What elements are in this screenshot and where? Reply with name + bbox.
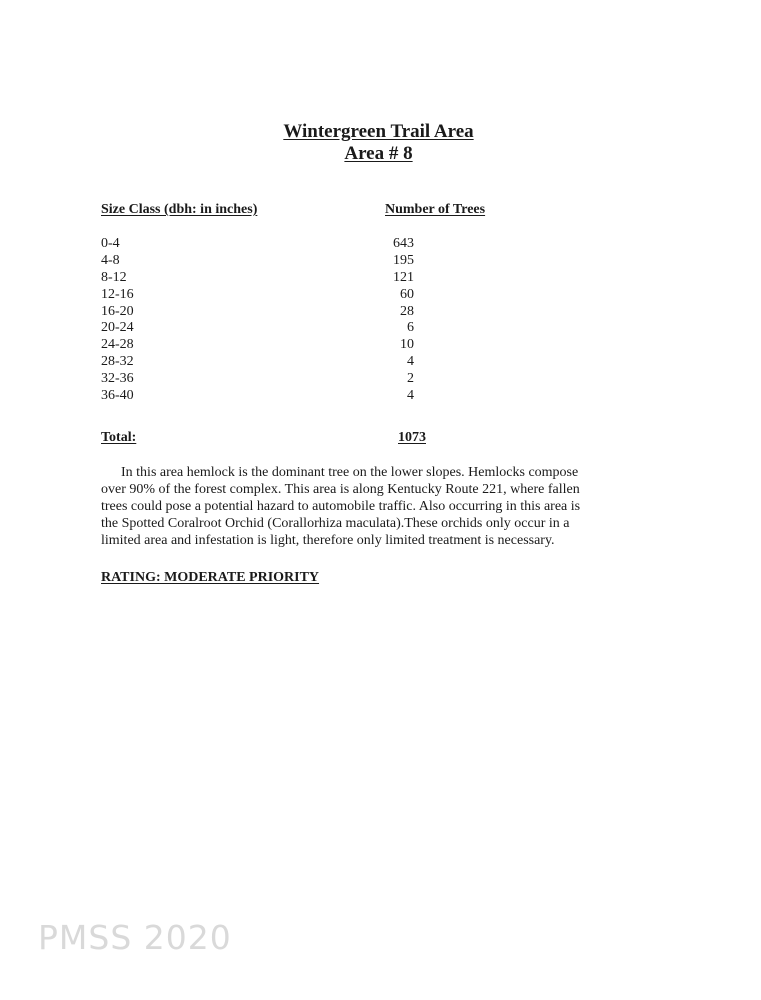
tree-count-cell: 121 [393,269,414,285]
size-class-header: Size Class (dbh: in inches) [101,202,258,217]
page-subtitle: Area # 8 [344,143,413,164]
table-row [0,270,761,287]
paragraph-line: the Spotted Coralroot Orchid (Corallorhiza maculata).These orchids only occur in a [101,516,570,531]
table-row [0,354,761,371]
size-class-cell: 8-12 [101,269,127,285]
paragraph-line: limited area and infestation is light, therefore only limited treatment is necessary. [101,533,555,548]
tree-count-table [0,236,761,405]
total-value: 1073 [398,430,426,445]
total-label: Total: [101,430,137,445]
tree-count-cell: 195 [393,252,414,268]
number-of-trees-header: Number of Trees [385,202,486,217]
paragraph-line: In this area hemlock is the dominant tree on the lower slopes. Hemlocks compose [121,465,579,480]
rating-label: RATING: MODERATE PRIORITY [101,570,320,585]
size-class-cell: 28-32 [101,354,134,370]
tree-count-cell: 6 [407,320,414,336]
table-row [0,371,761,388]
table-row [0,287,761,304]
size-class-cell: 24-28 [101,337,134,353]
tree-count-cell: 4 [407,354,414,370]
table-row [0,304,761,321]
size-class-cell: 16-20 [101,303,134,319]
table-row [0,253,761,270]
paragraph-line: trees could pose a potential hazard to automobile traffic. Also occurring in this area is [101,499,581,514]
tree-count-cell: 4 [407,388,414,404]
tree-count-cell: 60 [400,286,414,302]
size-class-cell: 12-16 [101,286,134,302]
tree-count-cell: 2 [407,371,414,387]
size-class-cell: 0-4 [101,236,120,251]
size-class-cell: 4-8 [101,252,120,268]
table-row [0,388,761,405]
table-row [0,337,761,354]
table-row [0,236,761,253]
table-row [0,320,761,337]
page-title: Wintergreen Trail Area [283,121,474,142]
size-class-cell: 20-24 [101,320,134,336]
paragraph-line: over 90% of the forest complex. This area is along Kentucky Route 221, where fallen [101,482,580,497]
watermark: PMSS 2020 [38,918,232,957]
tree-count-cell: 643 [393,236,414,251]
size-class-cell: 36-40 [101,388,134,404]
size-class-cell: 32-36 [101,371,134,387]
description-paragraph [101,464,641,549]
tree-count-cell: 10 [400,337,414,353]
tree-count-cell: 28 [400,303,414,319]
